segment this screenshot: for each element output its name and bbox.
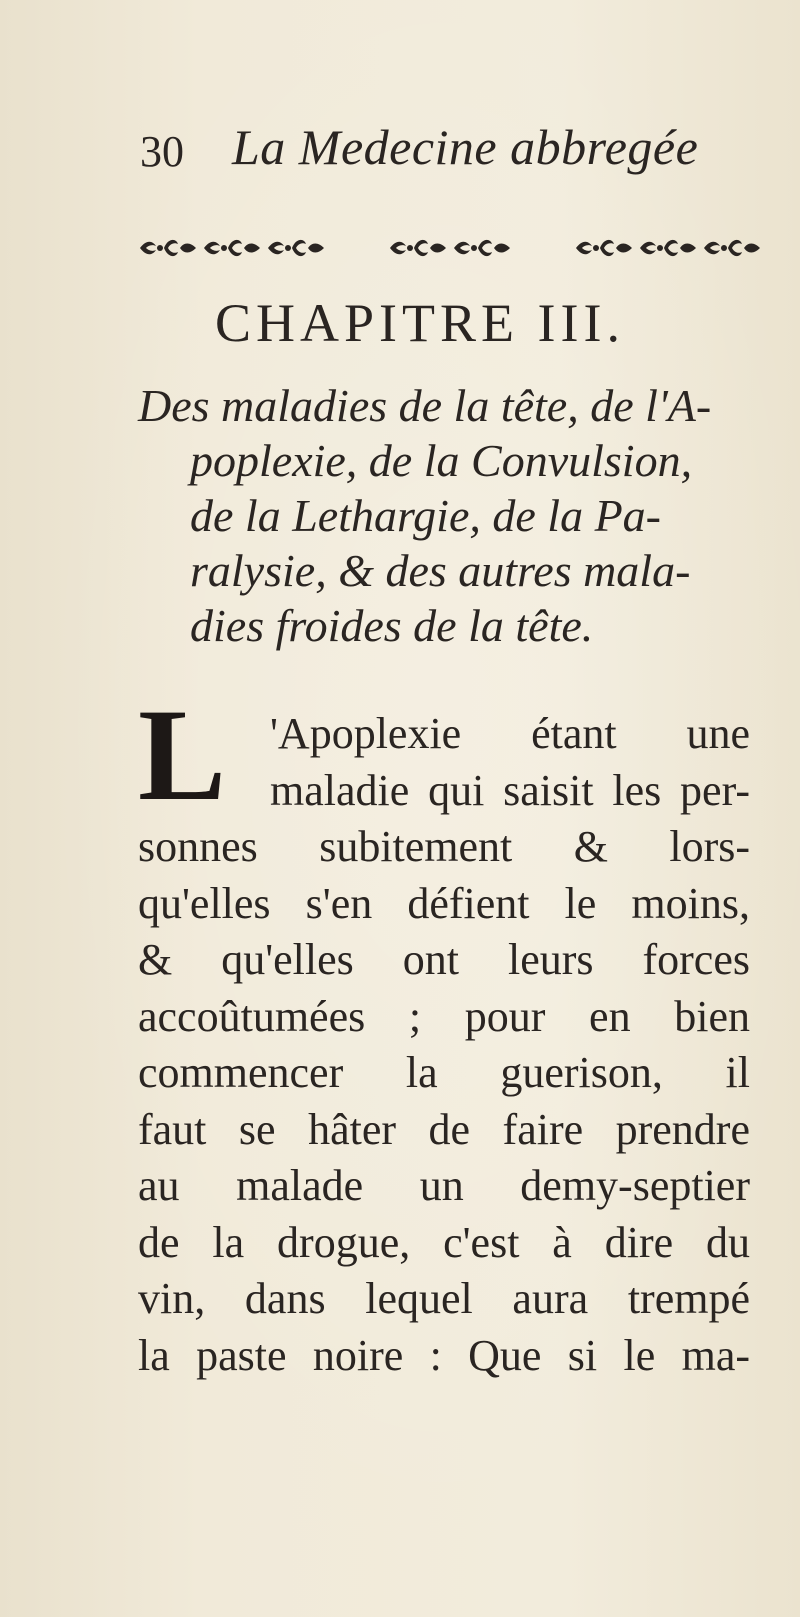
running-title: La Medecine abbregée — [232, 119, 699, 175]
body-line: 'Apoplexie étant une — [270, 709, 750, 758]
fleuron-ornament-icon — [452, 234, 512, 262]
subtitle-line: Des maladies de la tête, de l'A- — [138, 380, 712, 431]
body-line: de la drogue, c'est à dire du — [138, 1217, 750, 1267]
ornament-group-3 — [574, 234, 762, 262]
body-line: accoûtumées ; pour en bien — [138, 991, 750, 1041]
subtitle-line: de la Lethargie, de la Pa- — [190, 490, 661, 541]
body-line: commencer la guerison, il — [138, 1048, 750, 1097]
fleuron-ornament-icon — [266, 234, 326, 262]
body-line: au malade un demy-septier — [138, 1161, 750, 1210]
page-number: 30 — [140, 127, 184, 176]
drop-cap: L — [138, 681, 227, 828]
ornament-group-1 — [138, 234, 326, 262]
fleuron-ornament-icon — [388, 234, 448, 262]
fleuron-ornament-icon — [202, 234, 262, 262]
fleuron-ornament-band — [138, 228, 762, 268]
body-line: vin, dans lequel aura trempé — [138, 1274, 750, 1323]
body-line: sonnes subitement & lors- — [138, 822, 750, 871]
fleuron-ornament-icon — [574, 234, 634, 262]
chapter-heading: CHAPITRE III. — [215, 293, 625, 353]
fleuron-ornament-icon — [702, 234, 762, 262]
subtitle-line: ralysie, & des autres mala- — [190, 545, 691, 596]
body-line: maladie qui saisit les per- — [270, 765, 750, 815]
fleuron-ornament-icon — [138, 234, 198, 262]
fleuron-ornament-icon — [638, 234, 698, 262]
subtitle-line: dies froides de la tête. — [190, 600, 594, 651]
body-line: faut se hâter de faire prendre — [138, 1104, 750, 1154]
ornament-group-2 — [388, 234, 512, 262]
body-line: qu'elles s'en défient le moins, — [138, 878, 750, 928]
chapter-subtitle — [138, 378, 748, 653]
running-head — [140, 118, 700, 182]
body-line: la paste noire : Que si le ma- — [138, 1330, 750, 1380]
body-line: & qu'elles ont leurs forces — [138, 935, 750, 984]
subtitle-line: poplexie, de la Convulsion, — [190, 435, 693, 486]
body-paragraph — [138, 706, 750, 1384]
